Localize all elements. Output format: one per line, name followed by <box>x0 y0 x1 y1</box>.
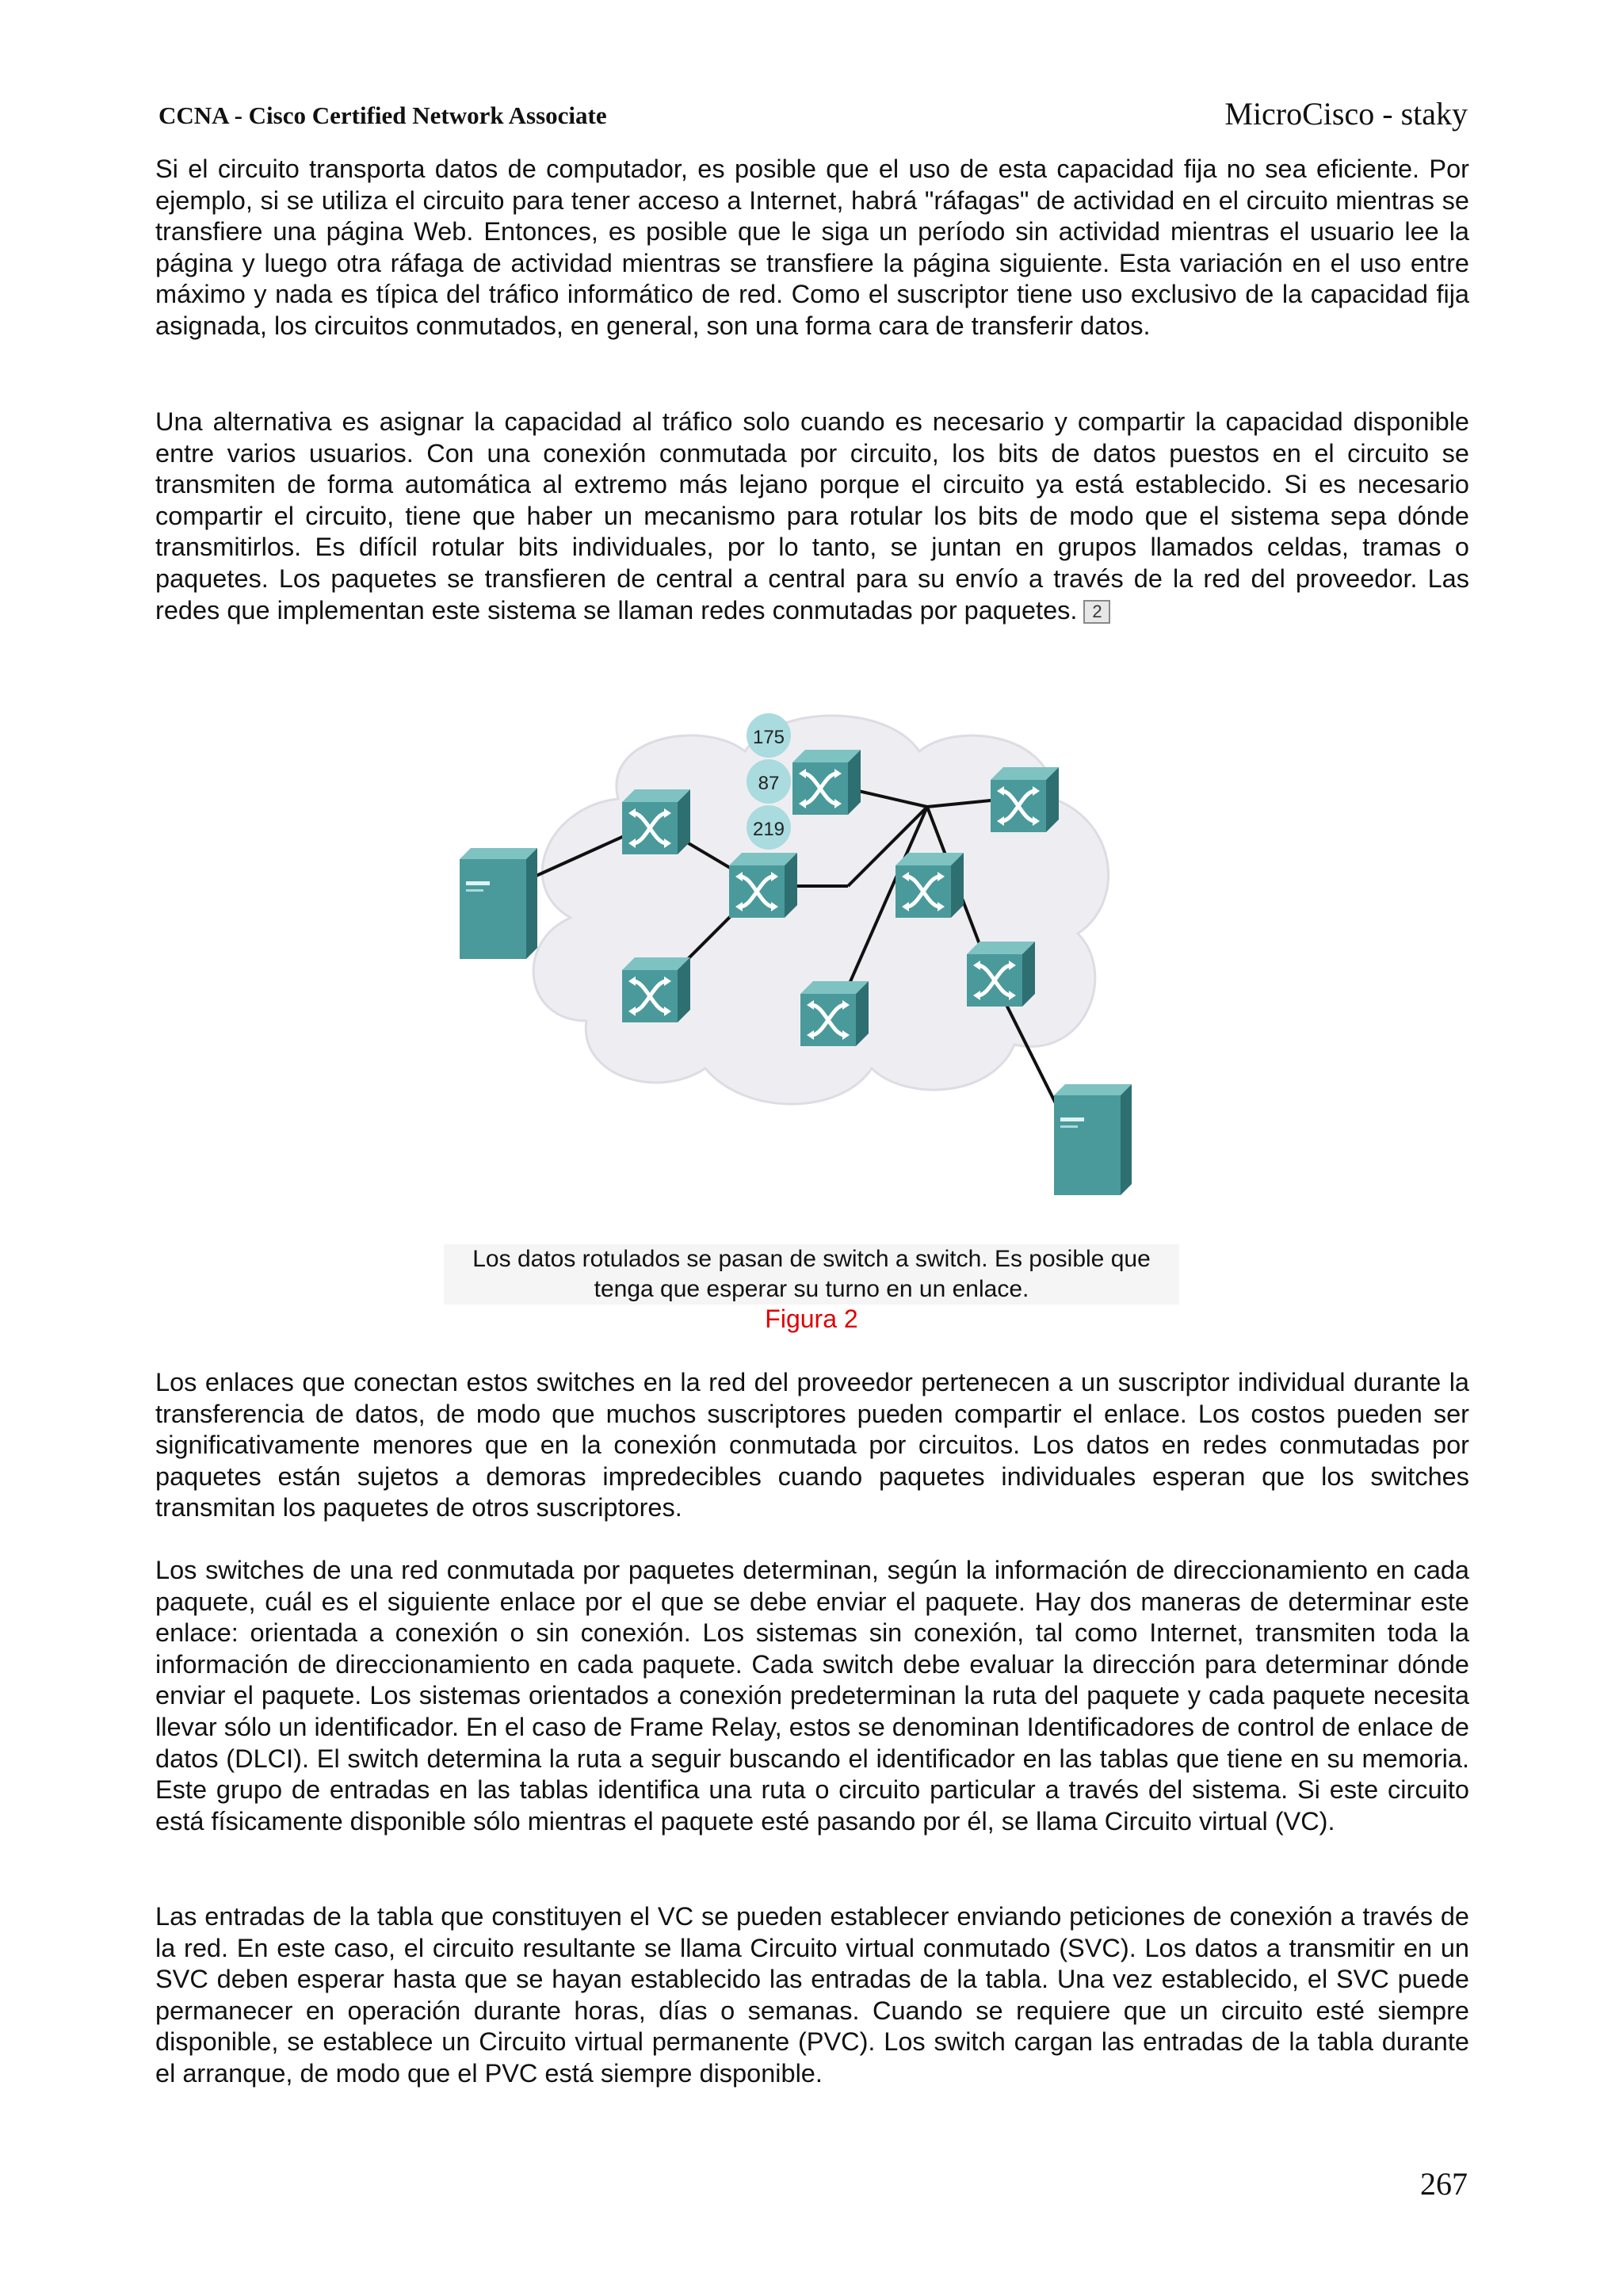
svg-text:219: 219 <box>752 819 785 840</box>
figure-caption-line-1: Los datos rotulados se pasan de switch a switch. Es posible que <box>472 1246 1151 1272</box>
figure-caption <box>444 1244 1179 1305</box>
svg-text:175: 175 <box>752 727 785 748</box>
packet-label-87 <box>747 759 791 804</box>
packet-switch-icon <box>792 750 861 815</box>
paragraph-5: Las entradas de la tabla que constituyen el VC se pueden establecer enviando peticiones de conexión a través de la red. En este caso, el circuito resultante se llama Circuito virtual conmutado (SVC). Los datos a transmitir en un SVC deben esperar hasta que se hayan establecido las entradas de la tabla. Una vez establecido, el SVC puede permanecer en operación durante horas, días o semanas. Cuando se requiere que un circuito esté siempre disponible, se establece un Circuito virtual permanente (PVC). Los switch cargan las entradas de la tabla durante el arranque, de modo que el PVC está siempre disponible. <box>155 1902 1469 2088</box>
header-title: CCNA - Cisco Certified Network Associate <box>158 101 607 129</box>
paragraph-3: Los enlaces que conectan estos switches en la red del proveedor pertenecen a un suscriptor individual durante la transferencia de datos, de modo que muchos suscriptores pueden compartir el enlace. Los costos pueden ser significativamente menores que en la conexión conmutada por circuitos. Los datos en redes conmutadas por paquetes están sujetos a demoras impredecibles cuando paquetes individuales esperan que los switches transmitan los paquetes de otros suscriptores. <box>155 1368 1469 1522</box>
figure-label: Figura 2 <box>765 1305 858 1333</box>
server-icon <box>1054 1084 1132 1195</box>
packet-label-219 <box>747 805 791 850</box>
server-icon <box>460 848 537 959</box>
page-number: 267 <box>1420 2166 1468 2202</box>
packet-switch-icon <box>729 853 797 918</box>
packet-switch-icon <box>991 767 1059 832</box>
figure-reference-link[interactable]: 2 <box>1083 600 1110 624</box>
packet-switch-icon <box>622 789 690 854</box>
figure-caption-line-2: tenga que esperar su turno en un enlace. <box>594 1276 1029 1302</box>
paragraph-2-text: Una alternativa es asignar la capacidad al tráfico solo cuando es necesario y compartir la capacidad disponible entre varios usuarios. Con una conexión conmutada por circuito, los bits de datos puestos en el circuito se transmiten de forma automática al extremo más lejano porque el circuito ya está establecido. Si es necesario compartir el circuito, tiene que haber un mecanismo para rotular los bits de modo que el sistema sepa dónde transmitirlos. Es difícil rotular bits individuales, por lo tanto, se juntan en grupos llamados celdas, tramas o paquetes. Los paquetes se transfieren de central a central para su envío a través de la red del proveedor. Las redes que implementan este sistema se llaman redes conmutadas por paquetes. <box>155 407 1469 625</box>
paragraph-2 <box>155 407 1469 626</box>
packet-switch-icon <box>622 957 690 1022</box>
paragraph-4: Los switches de una red conmutada por paquetes determinan, según la información de direccionamiento en cada paquete, cuál es el siguiente enlace por el que se debe enviar el paquete. Hay dos maneras de determinar este enlace: orientada a conexión o sin conexión. Los sistemas sin conexión, tal como Internet, transmiten toda la información de direccionamiento en cada paquete. Cada switch debe evaluar la dirección para determinar dónde enviar el paquete. Los sistemas orientados a conexión predeterminan la ruta del paquete y cada paquete necesita llevar sólo un identificador. En el caso de Frame Relay, estos se denominan Identificadores de control de enlace de datos (DLCI). El switch determina la ruta a seguir buscando el identificador en las tablas que tiene en su memoria. Este grupo de entradas en las tablas identifica una ruta o circuito particular a través del sistema. Si este circuito está físicamente disponible sólo mientras el paquete esté pasando por él, se llama Circuito virtual (VC). <box>155 1556 1469 1836</box>
packet-switching-figure <box>444 688 1179 1306</box>
svg-text:87: 87 <box>758 773 780 794</box>
packet-switch-icon <box>800 981 869 1046</box>
packet-switch-icon <box>967 942 1035 1007</box>
packet-label-175 <box>747 713 791 758</box>
paragraph-1: Si el circuito transporta datos de computador, es posible que el uso de esta capacidad fija no sea eficiente. Por ejemplo, si se utiliza el circuito para tener acceso a Internet, habrá "ráfagas" de actividad en el circuito mientras se transfiere una página Web. Entonces, es posible que le siga un período sin actividad mientras el usuario lee la página y luego otra ráfaga de actividad mientras se transfiere la página siguiente. Esta variación en el uso entre máximo y nada es típica del tráfico informático de red. Como el suscriptor tiene uso exclusivo de la capacidad fija asignada, los circuitos conmutados, en general, son una forma cara de transferir datos. <box>155 155 1469 340</box>
packet-switch-icon <box>896 853 964 918</box>
header-author: MicroCisco - staky <box>1224 96 1468 132</box>
